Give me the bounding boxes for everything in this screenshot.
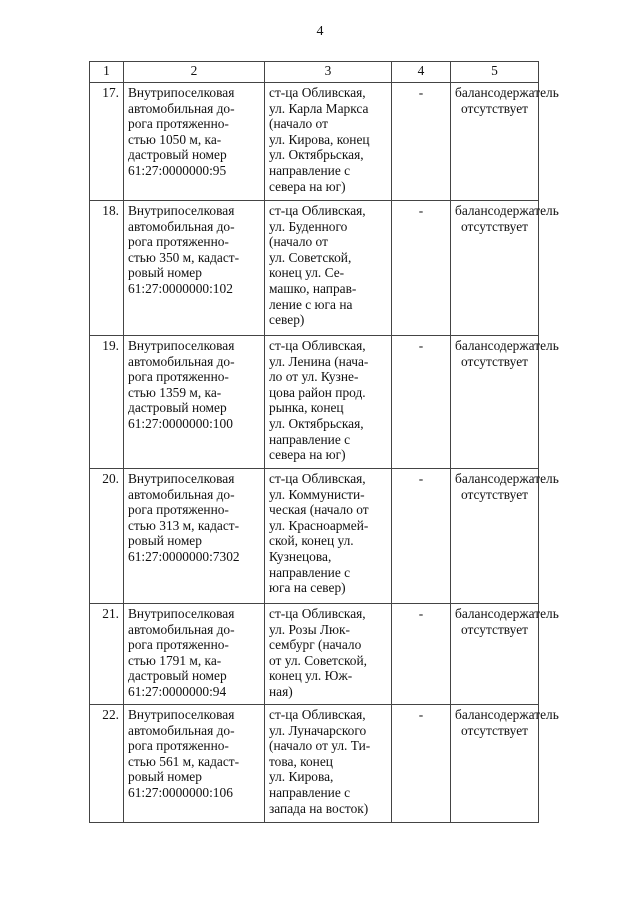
text-line: ровый номер	[128, 533, 202, 549]
text-line: запада на восток)	[269, 800, 369, 816]
row-number: 18.	[90, 201, 124, 336]
col4-value: -	[392, 201, 451, 336]
owner-status	[451, 604, 559, 705]
text-line: Внутрипоселковая	[128, 85, 235, 100]
text-line: това, конец	[269, 753, 333, 769]
col4-value: -	[392, 469, 451, 604]
text-line: Внутрипоселковая	[128, 606, 235, 621]
header-col-2: 2	[124, 62, 265, 83]
text-line: цова район прод.	[269, 384, 366, 400]
text-line: рога протяженно-	[128, 502, 229, 518]
text-line: Кузнецова,	[269, 548, 332, 564]
text-line: ул. Кирова, конец	[269, 131, 370, 147]
page-number: 4	[316, 24, 324, 39]
text-line: севера на юг)	[269, 178, 346, 194]
text-line: ло от ул. Кузне-	[269, 369, 359, 385]
text-line: автомобильная до-	[128, 100, 235, 116]
text-line: автомобильная до-	[128, 218, 235, 234]
text-line: сембург (начало	[269, 637, 362, 653]
text-line: 61:27:0000000:100	[128, 415, 233, 431]
text-line: от ул. Советской,	[269, 652, 368, 668]
text-line: Внутрипоселковая	[128, 338, 235, 353]
text-line: ул. Луначарского	[269, 722, 367, 738]
table-row	[90, 83, 539, 201]
text-line: стью 350 м, кадаст-	[128, 249, 240, 265]
text-line: 61:27:0000000:102	[128, 280, 233, 296]
header-col-1: 1	[90, 62, 124, 83]
table-header-row	[90, 62, 539, 83]
table-row	[90, 336, 539, 469]
header-col-3: 3	[265, 62, 392, 83]
roads-table	[89, 61, 559, 823]
text-line: (начало от	[269, 234, 328, 250]
owner-status	[451, 469, 559, 604]
text-line: автомобильная до-	[128, 486, 235, 502]
text-line: ул. Советской,	[269, 249, 352, 265]
text-line: ст-ца Обливская,	[269, 471, 366, 486]
text-line: ул. Карла Маркса	[269, 100, 369, 116]
text-line: рога протяженно-	[128, 234, 229, 250]
header-col-4: 4	[392, 62, 451, 83]
road-location	[265, 201, 392, 336]
text-line: направление с	[269, 431, 351, 447]
text-line: отсутствует	[461, 100, 528, 116]
table-row	[90, 201, 539, 336]
text-line: ул. Кирова,	[269, 769, 334, 785]
text-line: направление с	[269, 564, 351, 580]
row-number: 22.	[90, 705, 124, 823]
text-line: рынка, конец	[269, 400, 344, 416]
text-line: ление с юга на	[269, 296, 353, 312]
text-line: рога протяженно-	[128, 738, 229, 754]
text-line: Внутрипоселковая	[128, 471, 235, 486]
text-line: отсутствует	[461, 218, 528, 234]
text-line: (начало от ул. Ти-	[269, 738, 371, 754]
text-line: ул. Октябрьская,	[269, 415, 364, 431]
text-line: ст-ца Обливская,	[269, 338, 366, 353]
text-line: машко, направ-	[269, 280, 357, 296]
text-line: отсутствует	[461, 486, 528, 502]
text-line: рога протяженно-	[128, 116, 229, 132]
text-line: балансодержатель	[455, 707, 559, 722]
text-line: ровый номер	[128, 265, 202, 281]
text-line: севера на юг)	[269, 447, 346, 463]
row-number: 17.	[90, 83, 124, 201]
text-line: балансодержатель	[455, 606, 559, 621]
text-line: отсутствует	[461, 722, 528, 738]
col4-value: -	[392, 83, 451, 201]
text-line: (начало от	[269, 116, 328, 132]
road-location	[265, 336, 392, 469]
owner-status	[451, 336, 559, 469]
road-location	[265, 469, 392, 604]
text-line: дастровый номер	[128, 400, 227, 416]
text-line: балансодержатель	[455, 338, 559, 353]
text-line: ской, конец ул.	[269, 533, 354, 549]
text-line: направление с	[269, 784, 351, 800]
text-line: 61:27:0000000:95	[128, 162, 227, 178]
road-description	[124, 604, 265, 705]
text-line: стью 1791 м, ка-	[128, 652, 222, 668]
text-line: Внутрипоселковая	[128, 203, 235, 218]
text-line: отсутствует	[461, 353, 528, 369]
road-description	[124, 201, 265, 336]
header-col-5: 5	[451, 62, 539, 83]
text-line: стью 1359 м, ка-	[128, 384, 222, 400]
owner-status	[451, 83, 559, 201]
col4-value: -	[392, 604, 451, 705]
text-line: север)	[269, 312, 305, 328]
text-line: автомобильная до-	[128, 621, 235, 637]
text-line: направление с	[269, 162, 351, 178]
text-line: ная)	[269, 683, 293, 699]
text-line: ул. Розы Люк-	[269, 621, 350, 637]
text-line: балансодержатель	[455, 203, 559, 218]
col4-value: -	[392, 705, 451, 823]
text-line: ул. Октябрьская,	[269, 147, 364, 163]
text-line: стью 561 м, кадаст-	[128, 753, 240, 769]
row-number: 19.	[90, 336, 124, 469]
text-line: ст-ца Обливская,	[269, 85, 366, 100]
text-line: ул. Красноармей-	[269, 517, 369, 533]
text-line: ческая (начало от	[269, 502, 369, 518]
text-line: балансодержатель	[455, 471, 559, 486]
text-line: ул. Ленина (нача-	[269, 353, 369, 369]
text-line: автомобильная до-	[128, 353, 235, 369]
table-row	[90, 705, 539, 823]
text-line: конец ул. Юж-	[269, 668, 353, 684]
text-line: балансодержатель	[455, 85, 559, 100]
road-location	[265, 705, 392, 823]
text-line: ул. Буденного	[269, 218, 348, 234]
text-line: ст-ца Обливская,	[269, 707, 366, 722]
text-line: дастровый номер	[128, 668, 227, 684]
text-line: ровый номер	[128, 769, 202, 785]
road-description	[124, 469, 265, 604]
text-line: юга на север)	[269, 580, 346, 596]
road-location	[265, 83, 392, 201]
table-row	[90, 604, 539, 705]
text-line: 61:27:0000000:106	[128, 784, 233, 800]
text-line: 61:27:0000000:7302	[128, 548, 240, 564]
table-row	[90, 469, 539, 604]
text-line: автомобильная до-	[128, 722, 235, 738]
road-description	[124, 83, 265, 201]
text-line: Внутрипоселковая	[128, 707, 235, 722]
row-number: 20.	[90, 469, 124, 604]
text-line: дастровый номер	[128, 147, 227, 163]
text-line: ст-ца Обливская,	[269, 606, 366, 621]
text-line: стью 313 м, кадаст-	[128, 517, 240, 533]
owner-status	[451, 705, 559, 823]
text-line: стью 1050 м, ка-	[128, 131, 222, 147]
text-line: рога протяженно-	[128, 369, 229, 385]
text-line: отсутствует	[461, 621, 528, 637]
text-line: конец ул. Се-	[269, 265, 345, 281]
col4-value: -	[392, 336, 451, 469]
text-line: 61:27:0000000:94	[128, 683, 227, 699]
owner-status	[451, 201, 559, 336]
text-line: ст-ца Обливская,	[269, 203, 366, 218]
row-number: 21.	[90, 604, 124, 705]
road-description	[124, 705, 265, 823]
text-line: ул. Коммунисти-	[269, 486, 365, 502]
road-location	[265, 604, 392, 705]
road-description	[124, 336, 265, 469]
text-line: рога протяженно-	[128, 637, 229, 653]
